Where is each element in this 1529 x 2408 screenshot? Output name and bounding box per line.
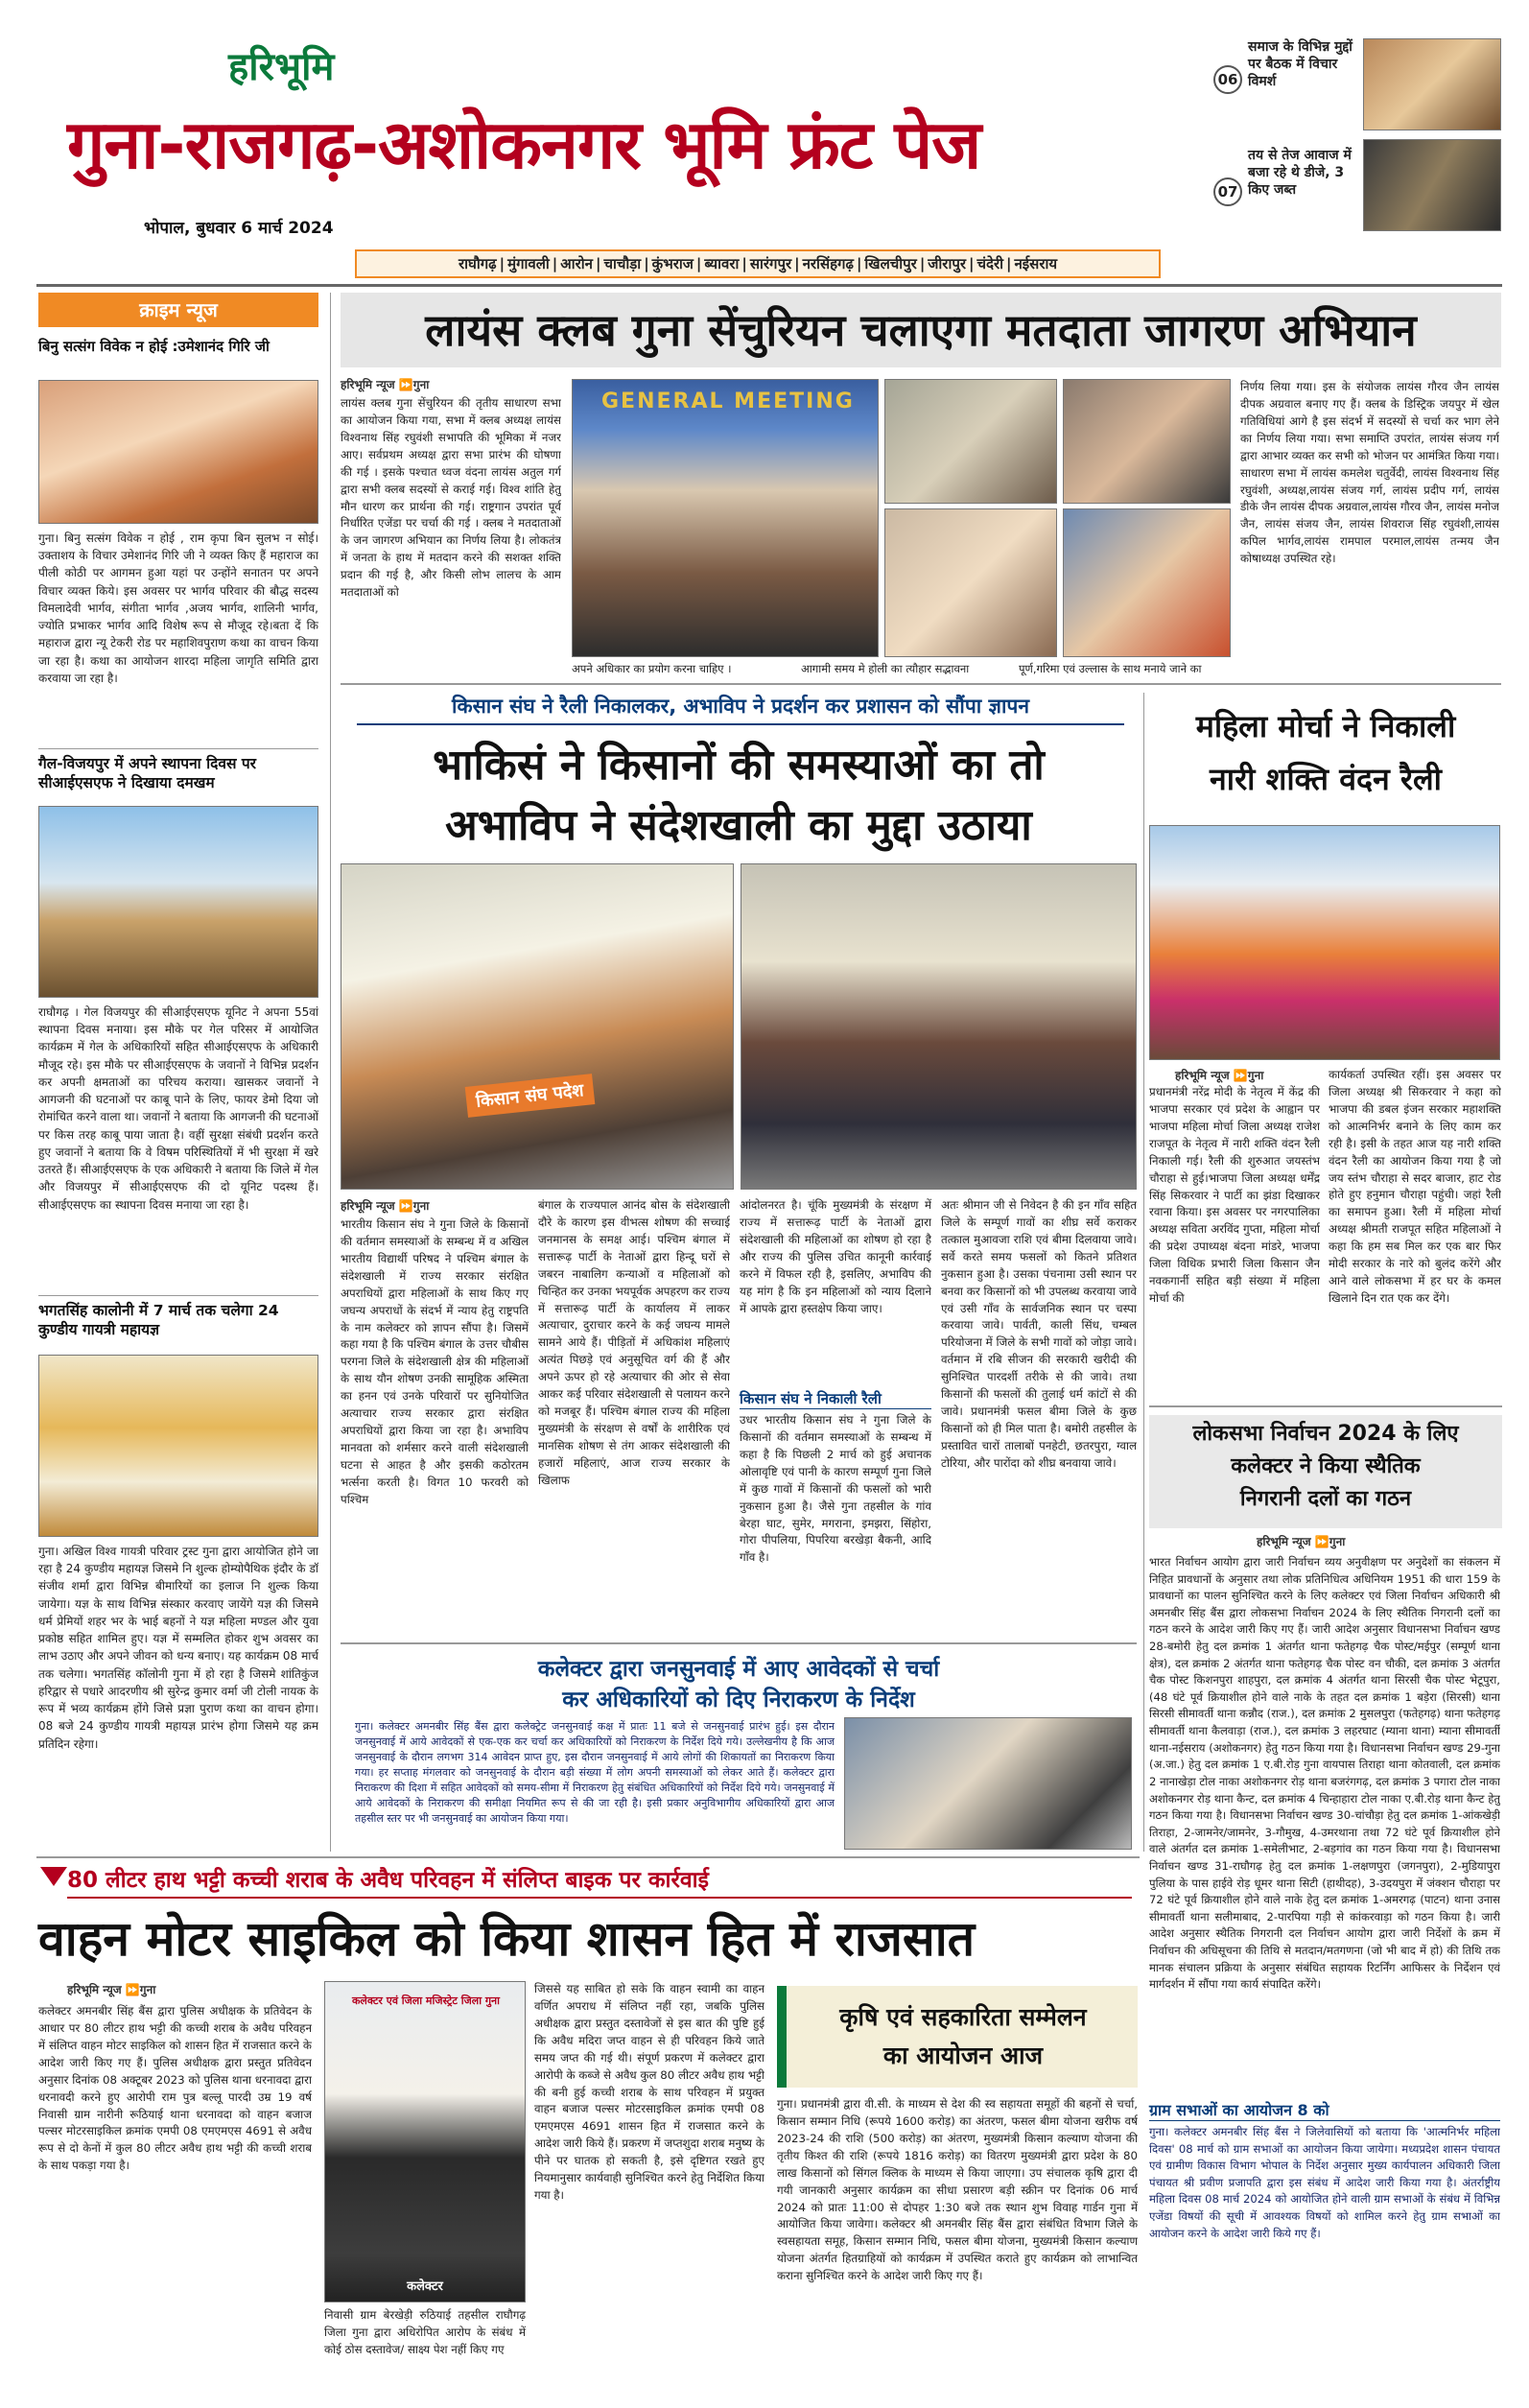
meeting-banner: GENERAL MEETING	[601, 390, 855, 413]
story-title[interactable]: गैल-विजयपुर में अपने स्थापना दिवस पर सीआईएसएफ ने दिखाया दमखम	[38, 755, 256, 792]
divider	[1149, 1405, 1502, 1407]
place-item[interactable]: चंदेरी	[976, 255, 1003, 272]
place-item[interactable]: जीरापुर	[928, 255, 966, 272]
place-item[interactable]: चाचौड़ा	[603, 255, 642, 272]
sharab-headline[interactable]: वाहन मोटर साइकिल को किया शासन हित में राजसात	[38, 1911, 976, 1967]
photo-caption: निवासी ग्राम बेरखेड़ी रुठियाई तहसील राघौगढ़ जिला गुना द्वारा अधिरोपित आरोप के संबंध में कोई ठोस दस्तावेज/ साक्ष्य पेश नहीं किए गए	[324, 2308, 526, 2356]
brand-logo: हरिभूमि	[228, 44, 335, 89]
story-title[interactable]: भगतसिंह कालोनी में 7 मार्च तक चलेगा 24 कुण्डीय गायत्री महायज्ञ	[38, 1302, 279, 1339]
story-body: राघौगढ़ । गेल विजयपुर की सीआईएसएफ यूनिट ने अपना 55वां स्थापना दिवस मनाया। इस मौके पर गेल परिसर में आयोजित कार्यक्रम में गेल के अधिकारियों सहित सीआईएसएफ के अधिकारी मौजूद रहे। इस मौके पर सीआईएसएफ के जवानों ने विभिन्न प्रदर्शन कर अपनी क्षमताओं का परिचय कराया। खासकर जवानों ने आगजनी की घटनाओं पर काबू पाने के लिए, फायर डेमो दिया जो रोमांचित करने वाला था। जवानों ने बताया कि आगजनी की घटनाओं पर किस तरह काबू पाया जाता है। वहीं सुरक्षा संबंधी प्रदर्शन करते हुए जवानों ने बताया कि वे विषम परिस्थितियों में भी सुरक्षा में खरे उतरते हैं। सीआईएसएफ के एक अधिकारी ने बताया कि जिले में गेल और विजयपुर में सीआईएसएफ की दो यूनिट पदस्थ हैं। सीआईएसएफ का स्थापना दिवस मनाया जा रहा है।	[38, 1005, 318, 1212]
lions-headline[interactable]: लायंस क्लब गुना सेंचुरियन चलाएगा मतदाता जागरण अभियान	[425, 304, 1417, 356]
byline: हरिभूमि न्यूज ⏩गुना	[341, 1199, 430, 1213]
sharab-kicker: 80 लीटर हाथ भट्टी कच्ची शराब के अवैध परिवहन में संलिप्त बाइक पर कार्रवाई	[67, 1863, 1132, 1899]
teaser-photo	[1363, 38, 1501, 130]
masthead-rule	[36, 284, 1502, 287]
place-item[interactable]: मुंगावली	[507, 255, 550, 272]
place-item[interactable]: कुंभराज	[651, 255, 694, 272]
story-body: लायंस क्लब गुना सेंचुरियन की तृतीय साधारण सभा का आयोजन किया गया, सभा में क्लब अध्यक्ष लायंस विश्वनाथ सिंह रघुवंशी सभापति की भूमिका में नजर आए। सर्वप्रथम अध्यक्ष द्वारा सभा प्रारंभ की घोषणा की गई । इसके पश्चात ध्वज वंदना लायंस अतुल गर्ग द्वारा सभी क्लब सदस्यों से कराई गई। विश्व शांति हेतु मौन धारण कर प्रार्थना की गई। राष्ट्रगान उपरांत पूर्व निर्धारित एजेंडा पर चर्चा की गई । क्लब ने मतदाताओं के जन जागरण अभियान का निर्णय लिया है। लोकतंत्र में जनता के हाथ में मतदान करने की सशक्त शक्ति प्रदान की गई है, और किसी लोभ लालच के आम मतदाताओं को	[341, 396, 561, 600]
story-body: बंगाल के राज्यपाल आनंद बोस के संदेशखाली दौरे के कारण इस वीभत्स शोषण की सच्चाई जनमानस के समक्ष आई। पश्चिम बंगाल में सत्तारूढ़ पार्टी के नेताओं द्वारा हिन्दू घरों से जबरन नाबालिग कन्याओं व महिलाओं को चिन्हित कर उनका भयपूर्वक अपहरण कर राज्य में सत्तारूढ़ पार्टी के कार्यालय में लाकर अत्याचार, दुराचार करने के कई जघन्य मामले सामने आये हैं। पीड़ितों में अधिकांश महिलाएं अत्यंत पिछड़े एवं अनुसूचित वर्ग की हैं और अपने ऊपर हो रहे अत्याचार की ओर से सेवा आकर कई परिवार संदेशखाली से पलायन करने को मजबूर हैं। पश्चिम बंगाल राज्य की महिला मुख्यमंत्री के संरक्षण से वर्षों के शारीरिक एवं मानसिक शोषण से तंग आकर संदेशखाली की हजारों महिलाएं, आज राज्य सरकार के खिलाफ	[538, 1198, 730, 1487]
divider	[341, 683, 1501, 685]
krishi-headline-line1[interactable]: कृषि एवं सहकारिता सम्मेलन	[839, 2003, 1087, 2031]
story-body: गुना। कलेक्टर अमनबीर सिंह बैंस ने जिलेवासियों को बताया कि 'आत्मनिर्भर महिला दिवस' 08 मार्च को ग्राम सभाओं का आयोजन किया जायेगा। मध्यप्रदेश शासन पंचायत एवं ग्रामीण विकास विभाग भोपाल के निर्देश अनुसार मुख्य कार्यपालन अधिकारी जिला पंचायत श्री प्रवीण प्रजापति द्वारा इस संबंध में आदेश जारी किया गया है। अंतर्राष्ट्रीय महिला दिवस 08 मार्च 2024 को आयोजित होने वाली ग्राम सभाओं के संबंध में विभिन्न एजेंडा विषयों की सूची में आवश्यक विषयों को शामिल करने हेतु ग्राम सभाओं का आयोजन करने के आदेश जारी किये गए हैं।	[1149, 2125, 1500, 2240]
loksabha-headline-line1[interactable]: लोकसभा निर्वाचन 2024 के लिए	[1192, 1422, 1459, 1446]
photo-caption: पूर्ण,गरिमा एवं उल्लास के साथ मनाये जाने का	[1019, 662, 1202, 675]
place-item[interactable]: नईसराय	[1014, 255, 1058, 272]
teaser-2[interactable]	[1213, 139, 1501, 231]
story-body: प्रधानमंत्री नरेंद्र मोदी के नेतृत्व में केंद्र की भाजपा सरकार एवं प्रदेश के आह्वान पर भाजपा महिला मोर्चा जिला अध्यक्ष राजेश राजपूत के नेतृत्व में नारी शक्ति वंदन रैली निकाली गई। रैली की शुरुआत जयस्तंभ चौराहा से हुई।भाजपा जिला अध्यक्ष धर्मेंद्र सिंह सिकरवार ने पार्टी का झंडा दिखाकर रवाना किया। इस अवसर पर नगरपालिका अध्यक्ष सविता अरविंद गुप्ता, महिला मोर्चा की प्रदेश उपाध्यक्ष बंदना मांडरे, भाजपा जिला विधिक प्रभारी जिला किसान जैन नवकगार्नी सहित बड़ी संख्या में महिला मोर्चा की	[1149, 1085, 1320, 1306]
kisan-headline-line2[interactable]: अभाविप ने संदेशखाली का मुद्दा उठाया	[445, 801, 1032, 850]
jansunwai-headline-line1[interactable]: कलेक्टर द्वारा जनसुनवाई में आए आवेदकों से चर्चा	[537, 1657, 940, 1682]
place-item[interactable]: आरोन	[560, 255, 593, 272]
office-board: कलेक्टर एवं जिला मजिस्ट्रेट जिला गुना	[351, 1995, 501, 2007]
lions-photo-3	[1063, 379, 1231, 504]
collector-photo	[324, 1981, 526, 2302]
krishi-accent-bar	[777, 1986, 787, 2088]
story-body: आंदोलनरत है। चूंकि मुख्यमंत्री के संरक्षण में राज्य में सत्तारूढ़ पार्टी के नेताओं द्वारा संदेशखाली की महिलाओं का शोषण हो रहा है और राज्य की पुलिस उचित कानूनी कार्रवाई करने में विफल रही है, इसलिए, अभाविप की यह मांग है कि इन महिलाओं को न्याय दिलाने में आपके द्वारा हस्तक्षेप किया जाए।	[740, 1198, 931, 1315]
teaser-1[interactable]	[1213, 38, 1501, 130]
teaser-page-badge: 06	[1213, 65, 1242, 94]
kisan-photo-2	[741, 863, 1137, 1190]
story-body: गुना। बिनु सत्संग विवेक न होई , राम कृपा बिन सुलभ न सोई। उक्ताशय के विचार उमेशानंद गिरि जी ने व्यक्त किए हैं महाराज का पीली कोठी पर आगमन हुआ यहां पर उन्होंने सनातन पर अपने विचार व्यक्त किये। इस अवसर पर भार्गव परिवार की बौद्ध सदस्य विमलादेवी भार्गव, संगीता भार्गव ,अजय भार्गव, शालिनी भार्गव, ज्योति प्रभाकर भार्गव आदि विशेष रूप से मौजूद रहे।बता दें कि महाराज द्वारा न्यू टेकरी रोड पर महाशिवपुराण कथा का वाचन किया जा रहा है। कथा का आयोजन शारदा महिला जागृति समिति द्वारा करवाया जा रहा है।	[38, 531, 318, 685]
column-divider	[330, 293, 331, 1852]
byline: हरिभूमि न्यूज ⏩गुना	[341, 378, 430, 391]
sub-heading[interactable]: ग्राम सभाओं का आयोजन 8 को	[1149, 2099, 1500, 2121]
photo-label: कलेक्टर	[407, 2279, 443, 2294]
place-item[interactable]: सारंगपुर	[749, 255, 792, 272]
lions-photo-1	[572, 379, 879, 657]
place-item[interactable]: ब्यावरा	[704, 255, 740, 272]
divider	[36, 1856, 1140, 1858]
photo-caption: अपने अधिकार का प्रयोग करना चाहिए ।	[572, 662, 732, 675]
kisan-photo-1	[341, 863, 734, 1190]
divider	[341, 1642, 1137, 1644]
byline: हरिभूमि न्यूज ⏩गुना	[1257, 1535, 1346, 1548]
lions-photo-2	[884, 379, 1057, 504]
poster-banner: किसान संघ पदेश	[465, 1074, 595, 1118]
page-title: गुना-राजगढ़-अशोकनगर भूमि फ्रंट पेज	[67, 106, 981, 184]
story-body: गुना। कलेक्टर अमनबीर सिंह बैंस द्वारा कलेक्ट्रेट जनसुनवाई कक्ष में प्रातः 11 बजे से जनसुनवाई प्रारंभ हुई। इस दौरान जनसुनवाई में आये आवेदकों से एक-एक कर चर्चा कर अधिकारियों को निराकरण के निर्देश दिये गये। उल्लेखनीय है कि आज जनसुनवाई के दौरान लगभग 314 आवेदन प्राप्त हुए, इस दौरान जनसुनवाई में आये लोगों की शिकायतों का निराकरण किया गया। हर सप्ताह मंगलवार को जनसुनवाई के दौरान बड़ी संख्या में लोग अपनी समस्याओं को लेकर आते हैं। कलेक्टर द्वारा निराकरण की दिशा में सहित आवेदकों को समय-सीमा में निराकरण हेतु संबंधित अधिकारियों को निर्देश दिये गये। जनसुनवाई में आये आवेदकों के निराकरण की समीक्षा नियमित रूप से की जा रही है। इसी प्रकार अनुविभागीय अधिकारियों द्वारा आज तहसील स्तर पर भी जनसुनवाई का आयोजन किया गया।	[355, 1720, 835, 1825]
teaser-page-badge: 07	[1213, 177, 1242, 206]
mahila-headline-line1[interactable]: महिला मोर्चा ने निकाली	[1195, 708, 1456, 744]
story-body: भारतीय किसान संघ ने गुना जिले के किसानों की वर्तमान समस्याओं के सम्बन्ध में व अखिल भारतीय विद्यार्थी परिषद ने पश्चिम बंगाल के संदेशखाली में राज्य सरकार संरक्षित अपराधियों द्वारा महिलाओं के साथ किए गए जघन्य अपराधों के संदर्भ में न्याय हेतु राष्ट्रपति के नाम कलेक्टर को ज्ञापन सौंपा है। जिसमें कहा गया है कि पश्चिम बंगाल के उत्तर चौबीस परगना जिले के संदेशखाली क्षेत्र की महिलाओं के साथ यौन शोषण उनकी सामूहिक अस्मिता का हनन एवं उनके परिवारों पर सुनियोजित अत्याचार राज्य सरकार द्वारा संरक्षित अपराधियों द्वारा किया जा रहा है। अभाविप मानवता को शर्मसार करने वाली संदेशखाली घटना से आहत है और इसकी कठोरतम भर्त्सना करती है। विगत 10 फरवरी को पश्चिम	[341, 1217, 529, 1506]
loksabha-headline-line2[interactable]: कलेक्टर ने किया स्थैतिक	[1231, 1454, 1421, 1478]
story-title[interactable]: बिनु सत्संग विवेक न होई :उमेशानंद गिरि जी	[38, 338, 270, 355]
story-body: अतः श्रीमान जी से निवेदन है की इन गाँव सहित जिले के सम्पूर्ण गावों का शीघ्र सर्वे कराकर तत्काल मुआवजा राशि एवं बीमा दिलवाया जावे। सर्वे करते समय फसलों को कितने प्रतिशत नुकसान हुआ है। उसका पंचनामा उसी स्थान पर बनवा कर किसानों को भी उपलब्ध करवाया जावे एवं उसी गाँव के सार्वजनिक स्थान पर चस्पा करवाया जावे। पार्वती, काली सिंध, चम्बल परियोजना में जिले के सभी गावों को जोड़ा जावे। वर्तमान में रबि सीजन की सरकारी खरीदी की सुनिश्चित पारदर्शी तरीके से की जावे। तथा किसानों की फसलों की तुलाई धर्म कांटों से की जावे। प्रधानमंत्री फसल बीमा जिले के कुछ किसानों को ही मिल पाता है। बमोरी तहसील के प्रस्तावित चारों तालाबों पनहेटी, छतरपुरा, ग्वाल टोरिया, और पारोंदा को शीघ्र बनवाया जावे।	[941, 1198, 1137, 1470]
story-body: कलेक्टर अमनबीर सिंह बैंस द्वारा पुलिस अधीक्षक के प्रतिवेदन के आधार पर 80 लीटर हाथ भट्टी की कच्ची शराब के अवैध परिवहन में संलिप्त वाहन मोटर साइकिल को शासन हित में राजसात करने के आदेश जारी किए गए हैं। पुलिस अधीक्षक द्वारा प्रस्तुत प्रतिवेदन अनुसार दिनांक 08 अक्टूबर 2023 को पुलिस थाना धरनावदा द्वारा धरनावदी करने हुए आरोपी राम पुत्र बल्लू पारदी उम्र 19 वर्ष निवासी ग्राम नारीनी रूठियाई थाना धरनावदा को वाहन बजाज पल्सर मोटरसाइकिल क्रमांक एमपी 08 एमएमएस 4691 से अवैध रूप से दो केनों में कुल 80 लीटर अवैध हाथ भट्टी की कच्ची शराब के साथ पकड़ा गया है।	[38, 2004, 312, 2173]
story-photo	[38, 380, 318, 524]
byline: हरिभूमि न्यूज ⏩गुना	[67, 1983, 156, 1996]
place-item[interactable]: खिलचीपुर	[864, 255, 917, 272]
story-body: जिससे यह साबित हो सके कि वाहन स्वामी का वाहन वर्णित अपराध में संलिप्त नहीं रहा, जबकि पुलिस अधीक्षक द्वारा प्रस्तुत दस्तावेजों से इस बात की पुष्टि हुई कि अवैध मदिरा जप्त वाहन से ही परिवहन किये जाते समय जप्त की गई थी। संपूर्ण प्रकरण में कलेक्टर द्वारा आरोपी के कब्जे से अवैध कुल 80 लीटर अवैध हाथ भट्टी की बनी हुई कच्ची शराब के साथ परिवहन में प्रयुक्त वाहन बजाज पल्सर मोटरसाइकिल क्रमांक एमपी 08 एमएमएस 4691 शासन हित में राजसात करने के आदेश जारी किये हैं। प्रकरण में जप्तशुदा शराब मनुष्य के पीने पर घातक हो सकती है, इसे दृष्टिगत रखते हुए नियमानुसार कार्यवाही सुनिश्चित करने हेतु निर्देशित किया गया है।	[534, 1982, 764, 2203]
teaser-text: तय से तेज आवाज में बजा रहे थे डीजे, 3 किए जब्त	[1248, 148, 1352, 199]
jansunwai-headline-line2[interactable]: कर अधिकारियों को दिए निराकरण के निर्देश	[562, 1688, 915, 1712]
story-body: गुना। प्रधानमंत्री द्वारा वी.सी. के माध्यम से देश की स्व सहायता समूहों की बहनों से चर्चा, किसान सम्मान निधि (रूपये 1600 करोड़) का अंतरण, फसल बीमा योजना खरीफ वर्ष 2023-24 की राशि (500 करोड़) का अंतरण, मुख्यमंत्री किसान कल्याण योजना की तृतीय किश्त की राशि (रूपये 1816 करोड़) का वितरण मुख्यमंत्री द्वारा प्रदेश के 80 लाख किसानों को सिंगल क्लिक के माध्यम से किया जाएगा। उप संचालक कृषि द्वारा दी गयी जानकारी अनुसार कार्यक्रम का सीधा प्रसारण बड़ी स्क्रीन पर दिनांक 06 मार्च 2024 को प्रातः 11:00 से दोपहर 1:30 बजे तक स्थान शुभ विवाह गार्डन गुना में आयोजित किया जावेगा। कलेक्टर श्री अमनबीर सिंह बैंस द्वारा संबंधित विभाग जिले के स्वसहायता समूह, किसान सम्मान निधि, फसल बीमा योजना, मुख्यमंत्री किसान कल्याण योजना अंतर्गत हितग्राहियों को कार्यक्रम में उपस्थित कराते हुए कार्यक्रम को लाभान्वित कराना सुनिश्चित करने के आदेश जारी किए गए हैं।	[777, 2097, 1138, 2283]
byline: हरिभूमि न्यूज ⏩गुना	[1175, 1069, 1264, 1082]
loksabha-headline-line3[interactable]: निगरानी दलों का गठन	[1239, 1487, 1412, 1511]
places-ticker: राघौगढ़ | मुंगावली | आरोन | चाचौड़ा | कुंभराज | ब्यावरा | सारंगपुर | नरसिंहगढ़ | खिलचीपुर | जीरापुर | चंदेरी | नईसराय	[355, 249, 1161, 278]
sharab-arrow-icon	[40, 1867, 67, 1886]
kisan-headline-line1[interactable]: भाकिसं ने किसानों की समस्याओं का तो	[433, 741, 1045, 790]
dateline: भोपाल, बुधवार 6 मार्च 2024	[144, 219, 334, 238]
krishi-headline-line2[interactable]: का आयोजन आज	[882, 2042, 1044, 2069]
mahila-headline-line2[interactable]: नारी शक्ति वंदन रैली	[1210, 761, 1442, 797]
place-item[interactable]: राघौगढ़	[458, 255, 497, 272]
crime-news-banner: क्राइम न्यूज	[38, 293, 318, 327]
photo-caption: आगामी समय मे होली का त्यौहार सद्भावना	[801, 662, 970, 675]
mahila-photo	[1149, 825, 1500, 1060]
story-body: कार्यकर्ता उपस्थित रहीं। इस अवसर पर जिला अध्यक्ष श्री सिकरवार ने कहा को भाजपा की डबल इंजन सरकार महाशक्ति को आत्मनिर्भर बनाने के लिए काम कर रही है। इसी के तहत आज यह नारी शक्ति वंदन रैली का आयोजन किया गया है जो जय स्तंभ चौराहा से सदर बाजार, हाट रोड होते हुए हनुमान चौराहा पहुंची। जहां रैली का समापन हुआ। रैली में महिला मोर्चा अध्यक्ष श्रीमती राजपूत सहित महिलाओं ने कहा कि हम सब मिल कर एक बार फिर मोदी सरकार के नारे को बुलंद करेंगे और आने वाले लोकसभा में हर घर के कमल खिलाने दिन रात एक कर देंगे।	[1329, 1068, 1501, 1305]
story-photo	[38, 806, 318, 998]
divider	[38, 1295, 318, 1296]
story-body: उधर भारतीय किसान संघ ने गुना जिले के किसानों की वर्तमान समस्याओं के सम्बन्ध में कहा है कि पिछली 2 मार्च को हुई अचानक ओलावृष्टि एवं पानी के कारण सम्पूर्ण गुना जिले में कुछ गावों में किसानों की फसलों को भारी नुकसान हुआ है। जैसे गुना तहसील के गांव बेरहा घाट, सुमेर, मगराना, इमझरा, सिंहोरा, गोरा पीपलिया, पिपरिया बरखेड़ा बैकनी, आदि गाँव है।	[740, 1413, 931, 1565]
lions-photo-5	[1063, 508, 1231, 657]
sub-heading: किसान संघ ने निकाली रैली	[740, 1389, 931, 1409]
story-body: निर्णय लिया गया। इस के संयोजक लायंस गौरव जैन लायंस दीपक अग्रवाल बनाए गए हैं। क्लब के डिस्ट्रिक जयपुर में खेल गतिविधियां आगे है इस संदर्भ में सदस्यों से चर्चा कर भाग लेने का निर्णय लिया गया। सभा समाप्ति उपरांत, लायंस संजय गर्ग द्वारा आभार व्यक्त कर सभी को भोजन पर आमंत्रित किया गया। साधारण सभा में लायंस कमलेश चतुर्वेदी, लायंस विश्वनाथ सिंह रघुवंशी, अध्यक्ष,लायंस संजय गर्ग, लायंस प्रदीप गर्ग, लायंस डीके जैन लायंस दीपक अग्रवाल,लायंस गौरव जैन, लायंस मनोज जैन, लायंस संजय जैन, लायंस शिवराज सिंह रघुवंशी,लायंस कपिल भार्गव,लायंस रामपाल परमाल,लायंस तन्मय जैन कोषाध्यक्ष उपस्थित रहे।	[1240, 380, 1499, 566]
story-photo	[38, 1355, 318, 1537]
place-item[interactable]: नरसिंहगढ़	[802, 255, 854, 272]
lions-photo-4	[884, 508, 1057, 657]
story-body: गुना। अखिल विश्व गायत्री परिवार ट्रस्ट गुना द्वारा आयोजित होने जा रहा है 24 कुण्डीय महायज्ञ जिसमे नि शुल्क होम्योपैथिक इंदौर के डॉ संजीव शर्मा द्वारा विभिन्न बीमारियों का इलाज नि शुल्क किया जायेगा। यज्ञ के साथ विभिन्न संस्कार करवाए जायेंगे यज्ञ की जिसमे धर्म प्रेमियों शहर भर के भाई बहनों ने यज्ञ महिला मण्डल और युवा प्रकोष्ठ सहित शामिल हुए। यज्ञ में सम्मलित होकर शुभ अवसर का लाभ उठाए और अपने जीवन को धन्य बनाए। यह कार्यक्रम 08 मार्च तक चलेगा। भगतसिंह कॉलोनी गुना में हो रहा है जिसमे शांतिकुंज हरिद्वार से पधारे आदरणीय श्री सुरेन्द्र कुमार वर्मा जी टोली नायक के रूप में भव्य कार्यक्रम होंगे जिसे प्रज्ञा पुराण कथा का वाचन होगा। 08 बजे 24 कुण्डीय गायत्री महायज्ञ प्रारंभ होगा जिसमे यह क्रम प्रतिदिन रहेगा।	[38, 1545, 318, 1751]
teaser-text: समाज के विभिन्न मुद्दों पर बैठक में विचार विमर्श	[1248, 39, 1353, 90]
kisan-kicker: किसान संघ ने रैली निकालकर, अभाविप ने प्रदर्शन कर प्रशासन को सौंपा ज्ञापन	[357, 693, 1124, 725]
teaser-photo	[1363, 139, 1501, 231]
divider	[38, 748, 318, 749]
jansunwai-photo	[844, 1717, 1132, 1850]
story-body: भारत निर्वाचन आयोग द्वारा जारी निर्वाचन व्यय अनुवीक्षण पर अनुदेशों का संकलन में निहित प्रावधानों के अनुसार तथा लोक प्रतिनिधित्व अधिनियम 1951 की धारा 159 के प्रावधानों का पालन सुनिश्चित करने के लिए कलेक्टर एवं जिला निर्वाचन अधिकारी श्री अमनबीर सिंह बैंस द्वारा लोकसभा निर्वाचन 2024 के लिए स्थैतिक निगरानी दलों का गठन करने के आदेश जारी किए गए हैं। जारी आदेश अनुसार विधानसभा निर्वाचन खण्ड 28-बमोरी हेतु दल क्रमांक 1 अंतर्गत थाना फतेहगढ़ चैक पोस्ट/मईपुर (सम्पूर्ण थाना क्षेत्र), दल क्रमांक 2 अंतर्गत थाना फतेहगढ़ चैक पोस्ट वन चौकी, दल क्रमांक 3 अंतर्गत चैक पोस्ट किशनपुरा शाहपुरा, दल क्रमांक 4 अंतर्गत थाना सिरसी चैक पोस्ट भेटूपुरा, (48 घंटे पूर्व क्रियाशील होने वाले नाके के तहत दल क्रमांक 1 बड़ेरा (सिरसी) थाना सिरसी सीमावर्ती थाना कन्नौद (राज.), दल क्रमांक 2 मुसलपुरा (फतेहगढ़) थाना फतेहगढ़ सीमावर्ती थाना कैलवाड़ा (राज.), दल क्रमांक 3 लहरघाट (म्याना थाना) म्याना सीमावर्ती थाना-नईसराय (अशोकनगर) हेतु गठन किया गया है। विधानसभा निर्वाचन खण्ड 29-गुना (अ.जा.) हेतु दल क्रमांक 1 ए.बी.रोड़ गुना वायपास तिराहा थाना कोतवाली, दल क्रमांक 2 नानाखेड़ा टोल नाका अशोकनगर रोड़ थाना बजरंगगढ़, दल क्रमांक 3 पगारा टोल नाका अशोकनगर रोड़ थाना कैन्ट, दल क्रमांक 4 चिन्हाहारा टोल नाका ए.बी.रोड़ थाना कैन्ट हेतु गठन किया गया है। विधानसभा निर्वाचन खण्ड 30-चांचौड़ा हेतु दल क्रमांक 1-आंकखेड़ी तिराहा, 2-जामनेर/जामनेर, 3-गौमुख, 4-उमरथाना तथा 72 घंटे पूर्व क्रियाशील होने वाले अंतर्गत दल क्रमांक 1-समेलीभाट, 2-बड़गांव का गठन किया गया है। विधानसभा निर्वाचन खण्ड 31-राघौगढ़ हेतु दल क्रमांक 1-लक्षणपुरा (जगनपुरा), 2-मुडियापुरा पुलिया के पास हाईवे रोड़ धूमर थाना सिटी (हाथीदह), 3-उदयपुरा में जंक्शन चौराहा पर 72 घंटे पूर्व क्रियाशील होने वाले नाके हेतु दल क्रमांक 1-अमरगढ़ (पाटन) थाना उनास सीमावर्ती थाना सलीमाबाद, 2-पारपिया गड़ी से कांकरवाड़ा को गठन किया है। जारी आदेश अनुसार स्थैतिक निगरानी दल निर्वाचन आयोग द्वारा जारी निर्देशों के क्रम में निर्वाचन की अधिसूचना की तिथि से मतदान/मतगणना (जो भी बाद में हो) की तिथि तक मानक संचालन प्रक्रिया के अनुसार संबंधित सहायक रिटर्निंग आफिसर के निर्देशन एवं मार्गदर्शन में सौंपा गया कार्य संपादित करेंगे।	[1149, 1555, 1500, 1992]
column-divider	[1143, 693, 1144, 1852]
